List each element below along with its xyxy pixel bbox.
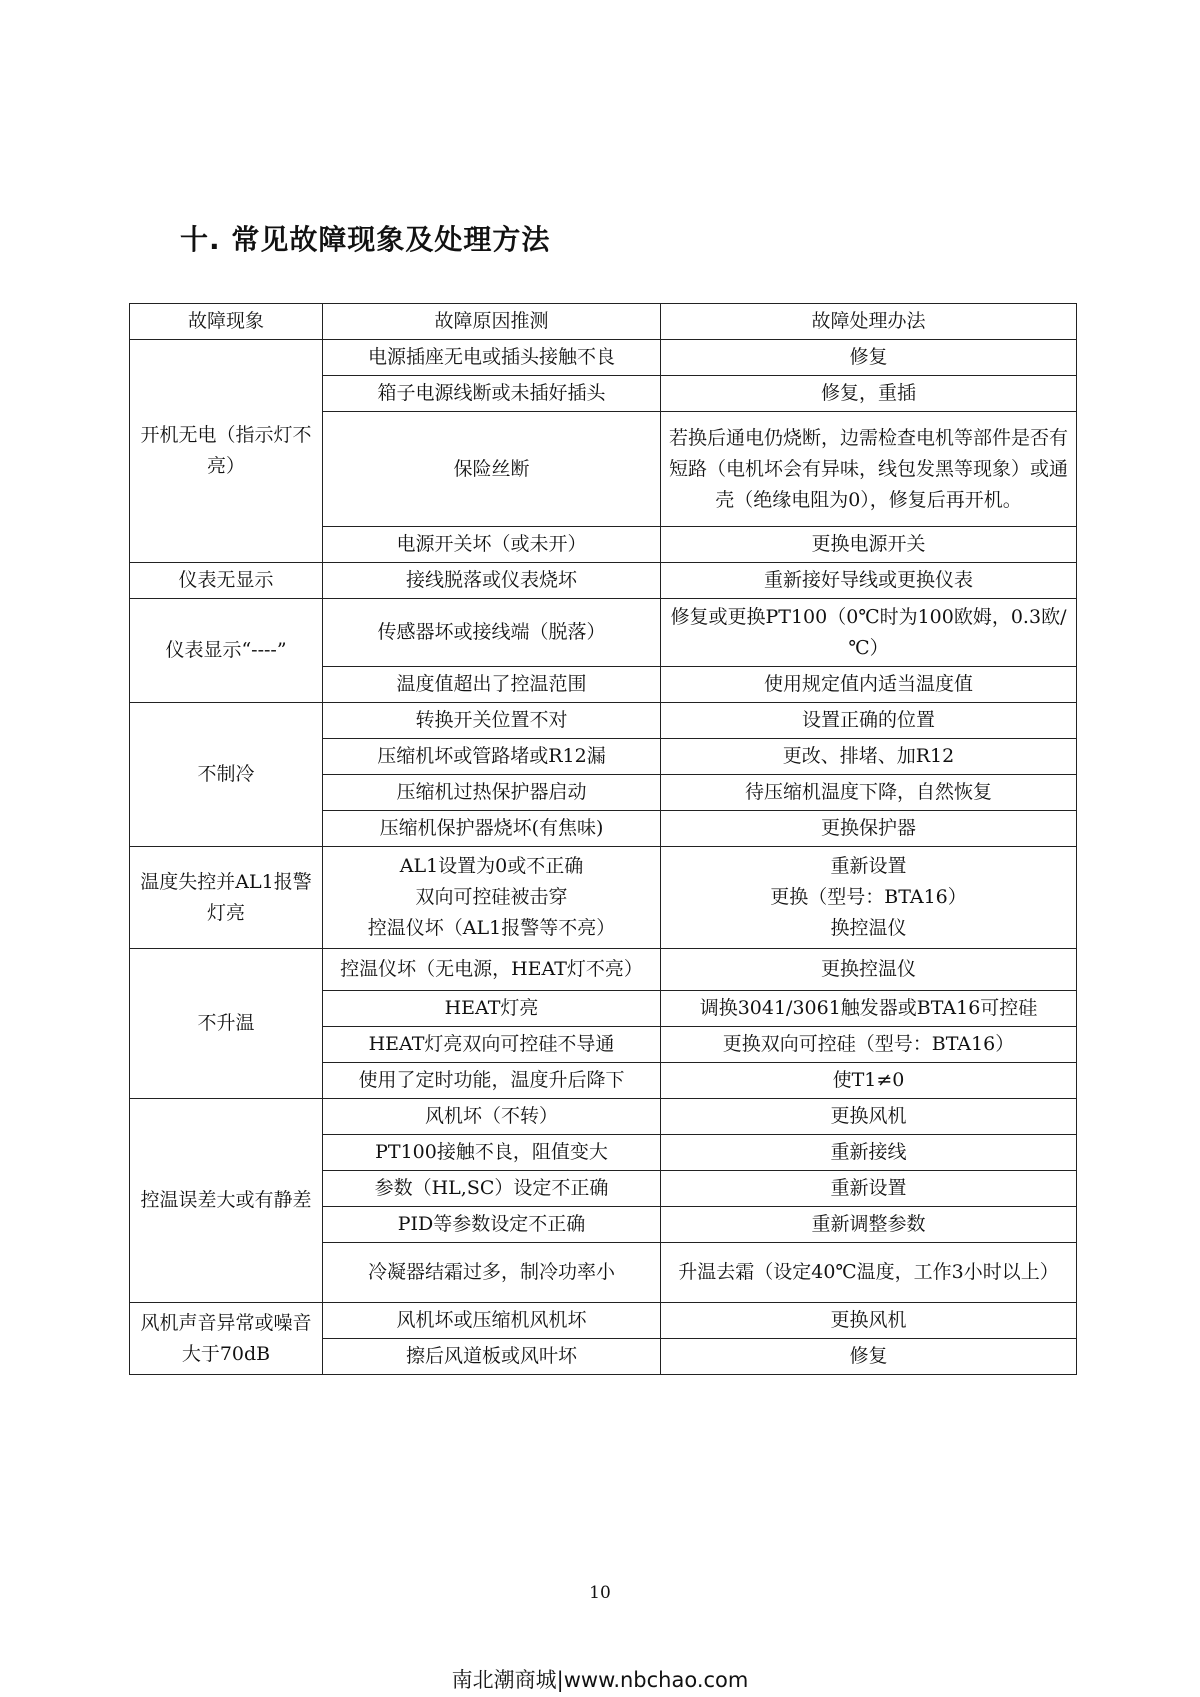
page-number: 10	[589, 1583, 611, 1603]
remedy-cell: 修复或更换PT100（0℃时为100欧姆，0.3欧/℃）	[661, 599, 1077, 667]
remedy-cell: 更换电源开关	[661, 527, 1077, 563]
symptom-cell: 温度失控并AL1报警灯亮	[130, 847, 323, 949]
cause-cell	[323, 847, 661, 949]
footer-watermark: 南北潮商城|www.nbchao.com	[451, 1668, 749, 1692]
symptom-cell: 不升温	[130, 949, 323, 1099]
remedy-cell: 待压缩机温度下降，自然恢复	[661, 775, 1077, 811]
remedy-cell	[661, 847, 1077, 949]
remedy-line: 重新设置	[830, 855, 907, 877]
cause-cell: 压缩机保护器烧坏(有焦味)	[323, 811, 661, 847]
header-cause: 故障原因推测	[323, 304, 661, 340]
cause-cell: 擦后风道板或风叶坏	[323, 1339, 661, 1375]
table-row	[130, 599, 1077, 667]
remedy-cell: 升温去霜（设定40℃温度，工作3小时以上）	[661, 1243, 1077, 1303]
table-row	[130, 340, 1077, 376]
remedy-line: 换控温仪	[830, 917, 907, 939]
table-row	[130, 1303, 1077, 1339]
cause-cell: HEAT灯亮	[323, 991, 661, 1027]
remedy-cell: 更换保护器	[661, 811, 1077, 847]
remedy-line: 更换（型号：BTA16）	[770, 886, 967, 908]
page-title: 十. 常见故障现象及处理方法	[180, 223, 551, 256]
cause-line: AL1设置为0或不正确	[399, 855, 584, 877]
table-row	[130, 563, 1077, 599]
remedy-cell: 修复	[661, 340, 1077, 376]
remedy-cell: 使T1≠0	[661, 1063, 1077, 1099]
symptom-cell: 风机声音异常或噪音大于70dB	[130, 1303, 323, 1375]
table-row	[130, 703, 1077, 739]
cause-cell: 压缩机过热保护器启动	[323, 775, 661, 811]
cause-cell: 电源开关坏（或未开）	[323, 527, 661, 563]
cause-cell: 转换开关位置不对	[323, 703, 661, 739]
symptom-cell: 仪表无显示	[130, 563, 323, 599]
remedy-cell: 更改、排堵、加R12	[661, 739, 1077, 775]
cause-line: 控温仪坏（AL1报警等不亮）	[367, 917, 616, 939]
remedy-cell: 更换风机	[661, 1303, 1077, 1339]
symptom-cell: 不制冷	[130, 703, 323, 847]
cause-cell: 箱子电源线断或未插好插头	[323, 376, 661, 412]
cause-cell: 冷凝器结霜过多，制冷功率小	[323, 1243, 661, 1303]
cause-cell: 温度值超出了控温范围	[323, 667, 661, 703]
remedy-cell: 修复，重插	[661, 376, 1077, 412]
remedy-cell: 使用规定值内适当温度值	[661, 667, 1077, 703]
cause-cell: 传感器坏或接线端（脱落）	[323, 599, 661, 667]
remedy-cell: 若换后通电仍烧断，边需检查电机等部件是否有短路（电机坏会有异味，线包发黑等现象）或通壳（绝缘电阻为0），修复后再开机。	[661, 412, 1077, 527]
symptom-cell: 仪表显示“----”	[130, 599, 323, 703]
cause-line: 双向可控硅被击穿	[415, 886, 568, 908]
symptom-cell: 开机无电（指示灯不亮）	[130, 340, 323, 563]
cause-cell: 电源插座无电或插头接触不良	[323, 340, 661, 376]
remedy-cell: 更换风机	[661, 1099, 1077, 1135]
cause-cell: 使用了定时功能，温度升后降下	[323, 1063, 661, 1099]
cause-cell: 保险丝断	[323, 412, 661, 527]
remedy-cell: 更换双向可控硅（型号：BTA16）	[661, 1027, 1077, 1063]
table-header-row	[130, 304, 1077, 340]
cause-cell: PID等参数设定不正确	[323, 1207, 661, 1243]
remedy-cell: 重新接线	[661, 1135, 1077, 1171]
table-row	[130, 949, 1077, 991]
fault-table	[129, 303, 1077, 1375]
header-remedy: 故障处理办法	[661, 304, 1077, 340]
cause-cell: PT100接触不良，阻值变大	[323, 1135, 661, 1171]
remedy-cell: 更换控温仪	[661, 949, 1077, 991]
cause-cell: 风机坏或压缩机风机坏	[323, 1303, 661, 1339]
remedy-cell: 重新设置	[661, 1171, 1077, 1207]
cause-cell: 控温仪坏（无电源，HEAT灯不亮）	[323, 949, 661, 991]
cause-cell: 压缩机坏或管路堵或R12漏	[323, 739, 661, 775]
cause-cell: 参数（HL,SC）设定不正确	[323, 1171, 661, 1207]
table-row	[130, 1099, 1077, 1135]
cause-cell: 接线脱落或仪表烧坏	[323, 563, 661, 599]
remedy-cell: 重新接好导线或更换仪表	[661, 563, 1077, 599]
remedy-cell: 重新调整参数	[661, 1207, 1077, 1243]
table-row	[130, 847, 1077, 949]
header-symptom: 故障现象	[130, 304, 323, 340]
remedy-cell: 设置正确的位置	[661, 703, 1077, 739]
cause-cell: HEAT灯亮双向可控硅不导通	[323, 1027, 661, 1063]
remedy-cell: 修复	[661, 1339, 1077, 1375]
symptom-cell: 控温误差大或有静差	[130, 1099, 323, 1303]
cause-cell: 风机坏（不转）	[323, 1099, 661, 1135]
remedy-cell: 调换3041/3061触发器或BTA16可控硅	[661, 991, 1077, 1027]
